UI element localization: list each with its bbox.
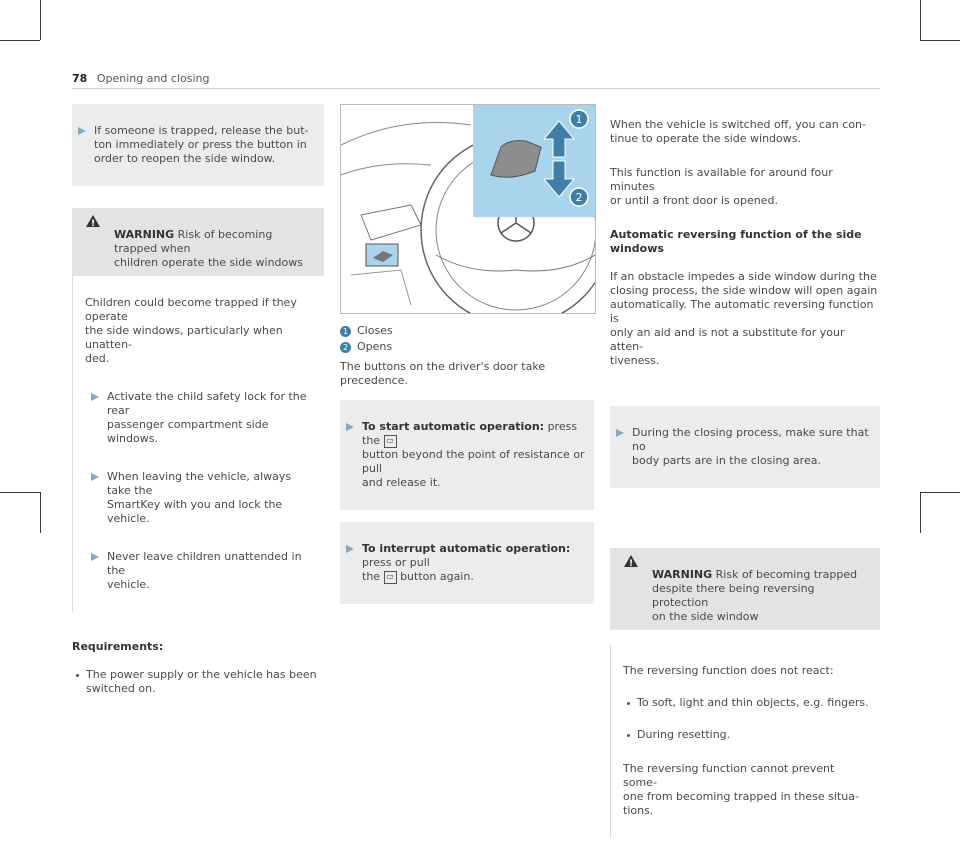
warning-bullet: To soft, light and thin objects, e.g. fingers. (623, 696, 870, 710)
warning-header: ! WARNING Risk of becoming trapped despite there being reversing protection on the side window (610, 548, 880, 630)
crop-mark (40, 0, 41, 40)
requirements-label: Requirements: (72, 640, 164, 653)
window-switch-icon: ▭ (384, 435, 397, 448)
precedence-text: The buttons on the driver's door take precedence. (340, 360, 546, 387)
step-arrow-icon (91, 553, 99, 561)
step-box (340, 400, 594, 510)
warning-header: ! WARNING Risk of becoming trapped when children operate the side windows (72, 208, 324, 276)
step-box (610, 406, 880, 488)
window-switch-icon: ▭ (384, 571, 397, 584)
step-arrow-icon (616, 429, 624, 437)
warning-box (610, 534, 880, 852)
crop-mark (0, 40, 40, 41)
callout-1: 1 (575, 113, 583, 126)
paragraph: If an obstacle impedes a side window during the closing process, the side window will open again automatically. The automatic reversing function is only an aid and is not a substitute for your atten- tiveness. (610, 270, 878, 367)
warning-text: The reversing function cannot prevent some- one from becoming trapped in these situa- tions. (623, 762, 859, 817)
crop-mark (920, 0, 921, 40)
crop-mark (920, 492, 960, 493)
legend-number: 2 (340, 342, 351, 353)
legend-number: 1 (340, 326, 351, 337)
warning-icon: ! (86, 215, 100, 227)
warning-step: Activate the child safety lock for the rear passenger compartment side windows. (85, 390, 314, 446)
middle-column (340, 104, 594, 604)
legend (340, 324, 594, 354)
warning-icon: ! (624, 555, 638, 567)
requirements (72, 626, 324, 710)
warning-body (610, 644, 880, 838)
warning-bullet: During resetting. (623, 728, 870, 742)
page-header (72, 72, 209, 85)
step-arrow-icon (91, 473, 99, 481)
header-rule (72, 88, 880, 89)
warning-body (72, 276, 324, 612)
warning-box (72, 208, 324, 612)
requirements-item: The power supply or the vehicle has been switched on. (72, 668, 324, 696)
crop-mark (0, 492, 40, 493)
page-number: 78 (72, 72, 88, 85)
left-column (72, 104, 324, 710)
crop-mark (40, 492, 41, 533)
step-arrow-icon (91, 393, 99, 401)
instruction-step: During the closing process, make sure that no body parts are in the closing area. (610, 426, 874, 468)
steering-wheel-figure (340, 104, 596, 314)
instruction-step: To start automatic operation: press the ▭ button beyond the point of resistance or pull and release it. (340, 420, 588, 490)
warning-text: Children could become trapped if they operate the side windows, particularly when unatten- ded. (85, 296, 297, 365)
warning-step: When leaving the vehicle, always take the SmartKey with you and lock the vehicle. (85, 470, 314, 526)
legend-item: 2 Opens (340, 340, 594, 354)
step-box (72, 104, 324, 186)
right-column (610, 104, 880, 866)
warning-step: Never leave children unattended in the vehicle. (85, 550, 314, 592)
step-arrow-icon (78, 127, 86, 135)
instruction-step: If someone is trapped, release the but- ton immediately or press the button in order to reopen the side window. (72, 124, 318, 166)
warning-text: The reversing function does not react: (623, 664, 834, 677)
crop-mark (920, 492, 921, 533)
section-heading: Automatic reversing function of the side windows (610, 228, 862, 255)
step-arrow-icon (346, 423, 354, 431)
paragraph: This function is available for around four minutes or until a front door is opened. (610, 166, 833, 207)
crop-mark (920, 40, 960, 41)
step-box (340, 522, 594, 604)
section-title: Opening and closing (96, 72, 210, 85)
instruction-step: To interrupt automatic operation: press or pull the ▭ button again. (340, 542, 588, 584)
legend-item: 1 Closes (340, 324, 594, 338)
paragraph: When the vehicle is switched off, you can con- tinue to operate the side windows. (610, 118, 866, 145)
callout-2: 2 (575, 191, 583, 204)
step-arrow-icon (346, 545, 354, 553)
